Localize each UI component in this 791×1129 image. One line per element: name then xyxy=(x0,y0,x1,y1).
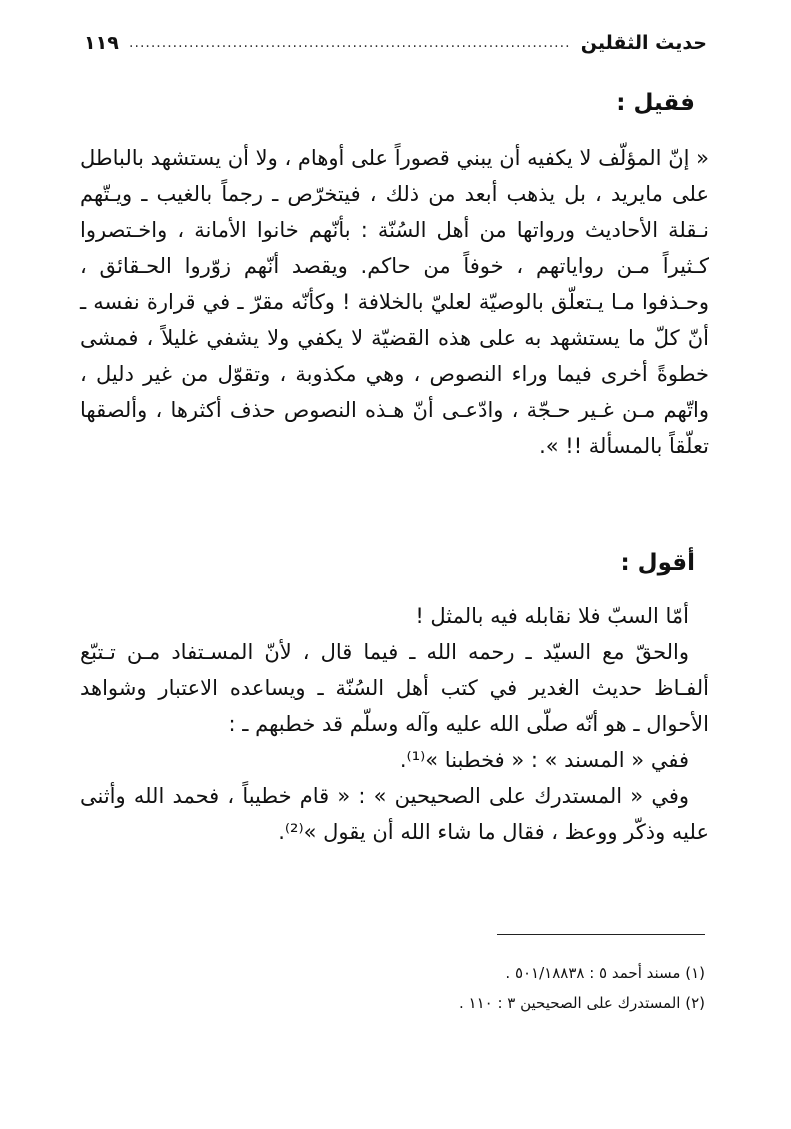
running-header xyxy=(84,26,707,60)
footnotes xyxy=(80,958,705,1018)
header-leader-dots: ................................................................................. xyxy=(129,35,571,51)
quote-text: « إنّ المؤلّف لا يكفيه أن يبني قصوراً على أوهام ، ولا أن يستشهد بالباطل على مايريد ، بل يذهب أبعد من ذلك ، فيتخرّص ـ رجماً بالغيب ـ ويـتّهم نـقلة الأحاديث ورواتها من أهل السُنّة : بأنّهم خانوا الأمانة ، واخـتصروا كـثيراً مـن رواياتهم ، خوفاً من حاكم. ويقصد أنّهم زوّروا الحـقائق ، وحـذفوا مـا يـتعلّق بالوصيّة لعليّ بالخلافة ! وكأنّه مقرّ ـ في قرارة نفسه ـ أنّ كلّ ما يستشهد به على هذه القضيّة لا يكفي ولا يشفي غليلاً ، فمشى خطوةً أخرى فيما وراء النصوص ، وهي مكذوبة ، وتقوّل من غير دليل ، واتّهم مـن غـير حـجّة ، وادّعـى أنّ هـذه النصوص حذف أكثرها ، وألصقها تعلّقاً بالمسألة !! ». xyxy=(80,146,709,458)
footnote-2: (٢) المستدرك على الصحيحين ٣ : ١١٠ . xyxy=(458,994,705,1012)
page-number: ١١٩ xyxy=(84,32,119,54)
response-body xyxy=(80,598,709,850)
paragraph-3: ففي « المسند » : « فخطبنا »⁽¹⁾. xyxy=(399,748,689,772)
header-title: حديث الثقلين xyxy=(580,32,707,54)
footnote-1: (١) مسند أحمد ٥ : ٥٠١/١٨٨٣٨ . xyxy=(505,964,705,982)
section-heading-aqul: أقول : xyxy=(620,550,695,576)
paragraph-1: أمّا السبّ فلا نقابله فيه بالمثل ! xyxy=(415,604,689,628)
paragraph-2: والحقّ مع السيّد ـ رحمه الله ـ فيما قال ، لأنّ المسـتفاد مـن تـتبّع ألفـاظ حديث الغدير في كتب أهل السُنّة ـ ويساعده الاعتبار وشواهد الأحوال ـ هو أنّه صلّى الله عليه وآله وسلّم قد خطبهم ـ : xyxy=(80,640,709,736)
quoted-paragraph xyxy=(80,140,709,464)
section-heading-qil: فقيل : xyxy=(616,90,695,116)
paragraph-4: وفي « المستدرك على الصحيحين » : « قام خطيباً ، فحمد الله وأثنى عليه وذكّر ووعظ ، فقال ما شاء الله أن يقول »⁽²⁾. xyxy=(80,784,709,844)
footnote-divider xyxy=(497,934,705,935)
